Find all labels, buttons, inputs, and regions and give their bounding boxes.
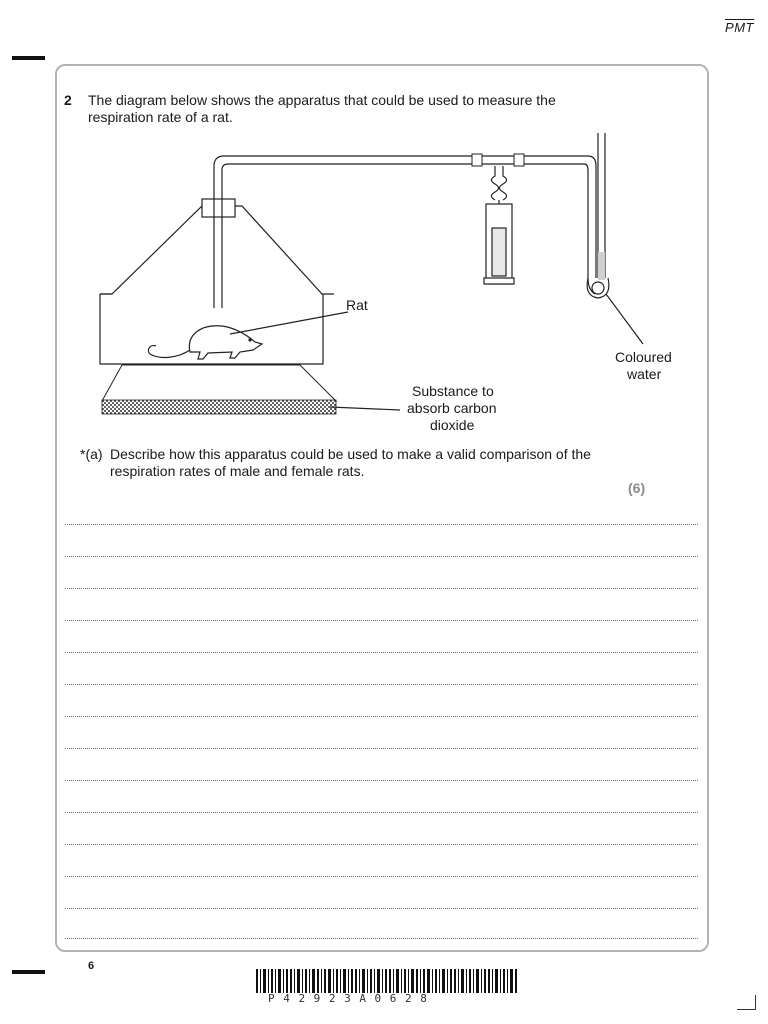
barcode-number: P42923A0628 [268, 992, 436, 1005]
barcode [256, 969, 518, 993]
part-a-text-line-1: Describe how this apparatus could be used to make a valid comparison of the [110, 446, 591, 462]
answer-line[interactable] [65, 524, 698, 525]
rat-leader-line [230, 312, 348, 334]
margin-mark-bottom [12, 970, 45, 974]
soda-lime-container [102, 365, 336, 401]
coloured-water [598, 252, 605, 280]
chamber [100, 206, 334, 364]
delivery-tube [214, 133, 605, 308]
coloured-water-label-line-1: Coloured [615, 349, 672, 365]
answer-line[interactable] [65, 876, 698, 877]
rubber-stopper [202, 199, 235, 217]
answer-line[interactable] [65, 556, 698, 557]
answer-line[interactable] [65, 652, 698, 653]
part-a-text-line-2: respiration rates of male and female rats. [110, 463, 365, 479]
pmt-watermark: $\overline{PMT}$ [725, 20, 754, 35]
corner-mark [737, 995, 756, 1010]
question-intro-line-2: respiration rate of a rat. [88, 109, 233, 125]
answer-line[interactable] [65, 588, 698, 589]
tube-clip-left [472, 154, 482, 166]
respirometer-diagram [90, 128, 690, 438]
substance-label-line-2: absorb carbon [407, 400, 497, 416]
answer-line[interactable] [65, 844, 698, 845]
page-number: 6 [88, 960, 95, 972]
margin-mark-top [12, 56, 45, 60]
question-intro-line-1: The diagram below shows the apparatus that could be used to measure the [88, 92, 556, 108]
water-leader-line [606, 294, 643, 344]
syringe [484, 166, 514, 284]
soda-lime [102, 400, 336, 414]
tube-clip-right [514, 154, 524, 166]
substance-leader-line [330, 407, 400, 410]
answer-line[interactable] [65, 908, 698, 909]
coloured-water-label-line-2: water [627, 366, 662, 382]
substance-label-line-3: dioxide [430, 417, 475, 433]
answer-line[interactable] [65, 620, 698, 621]
substance-label-line-1: Substance to [412, 383, 494, 399]
marks-available: (6) [628, 480, 646, 496]
answer-line[interactable] [65, 748, 698, 749]
answer-line[interactable] [65, 780, 698, 781]
question-number: 2 [64, 92, 72, 108]
answer-line[interactable] [65, 716, 698, 717]
answer-line[interactable] [65, 684, 698, 685]
answer-line[interactable] [65, 812, 698, 813]
part-a-prefix: *(a) [80, 446, 103, 462]
rat-label: Rat [346, 297, 368, 313]
answer-line[interactable] [65, 938, 698, 939]
